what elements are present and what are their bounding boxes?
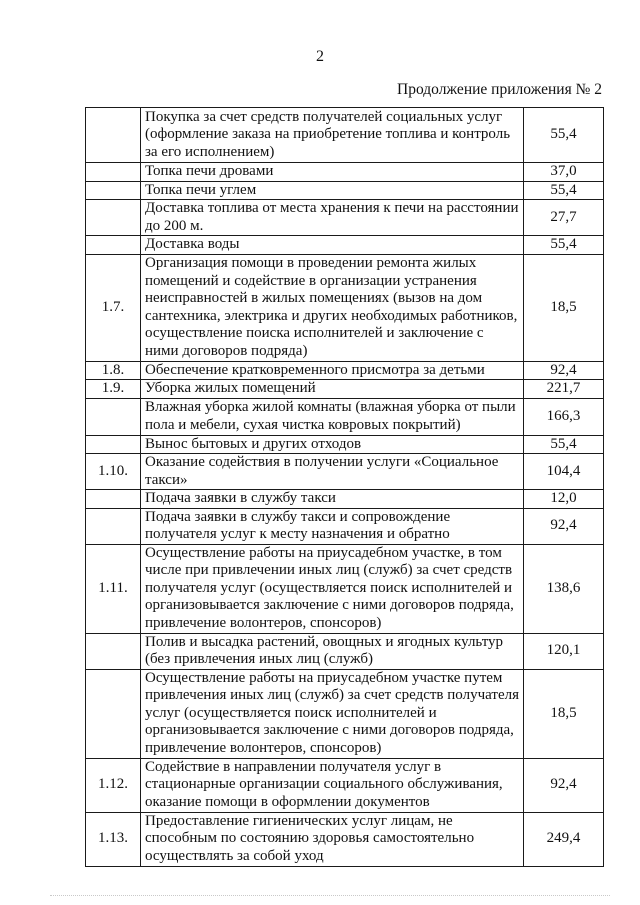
row-number (86, 633, 141, 669)
row-number: 1.11. (86, 544, 141, 633)
service-value: 166,3 (524, 398, 604, 435)
service-value: 92,4 (524, 758, 604, 812)
services-table (85, 107, 604, 867)
table-row (86, 163, 604, 182)
row-number (86, 236, 141, 255)
service-name: Обеспечение кратковременного присмотра за детьми (141, 361, 524, 380)
row-number (86, 435, 141, 454)
service-name: Предоставление гигиенических услуг лицам, не способным по состоянию здоровья самостоятельно осуществлять за собой уход (141, 812, 524, 866)
table-row (86, 435, 604, 454)
service-name: Топка печи углем (141, 181, 524, 200)
service-value: 55,4 (524, 236, 604, 255)
service-name: Содействие в направлении получателя услуг в стационарные организации социального обслуживания, оказание помощи в оформлении документов (141, 758, 524, 812)
row-number (86, 669, 141, 758)
service-name: Уборка жилых помещений (141, 380, 524, 399)
service-value: 18,5 (524, 669, 604, 758)
page-number: 2 (316, 48, 324, 65)
row-number: 1.8. (86, 361, 141, 380)
service-name: Оказание содействия в получении услуги «Социальное такси» (141, 454, 524, 490)
service-value: 18,5 (524, 254, 604, 361)
service-name: Доставка топлива от места хранения к печи на расстоянии до 200 м. (141, 200, 524, 236)
row-number: 1.7. (86, 254, 141, 361)
table-row (86, 200, 604, 236)
table-row (86, 398, 604, 435)
service-value: 55,4 (524, 181, 604, 200)
table-row (86, 361, 604, 380)
service-name: Влажная уборка жилой комнаты (влажная уборка от пыли пола и мебели, сухая чистка ковровых покрытий) (141, 398, 524, 435)
service-name: Осуществление работы на приусадебном участке, в том числе при привлечении иных лиц (служб) за счет средств получателя услуг (осуществляется поиск исполнителей и организовывается заключение с ними договоров подряда, привлечение волонтеров, спонсоров) (141, 544, 524, 633)
table-row (86, 254, 604, 361)
table-row (86, 633, 604, 669)
table-row (86, 669, 604, 758)
table-row (86, 544, 604, 633)
row-number (86, 200, 141, 236)
service-name: Осуществление работы на приусадебном участке путем привлечения иных лиц (служб) за счет средств получателя услуг (осуществляется поиск исполнителей и организовывается заключение с ними договоров подряда, привлечение волонтеров, спонсоров) (141, 669, 524, 758)
row-number (86, 108, 141, 163)
row-number (86, 508, 141, 544)
table-row (86, 380, 604, 399)
table-row (86, 108, 604, 163)
service-value: 37,0 (524, 163, 604, 182)
table-row (86, 181, 604, 200)
service-value: 249,4 (524, 812, 604, 866)
service-value: 55,4 (524, 108, 604, 163)
service-value: 55,4 (524, 435, 604, 454)
service-value: 104,4 (524, 454, 604, 490)
row-number: 1.10. (86, 454, 141, 490)
service-value: 27,7 (524, 200, 604, 236)
scan-edge-artifact (50, 895, 610, 898)
service-value: 12,0 (524, 490, 604, 509)
service-value: 138,6 (524, 544, 604, 633)
service-name: Топка печи дровами (141, 163, 524, 182)
row-number (86, 398, 141, 435)
row-number (86, 181, 141, 200)
table-row (86, 758, 604, 812)
service-name: Подача заявки в службу такси (141, 490, 524, 509)
service-name: Вынос бытовых и других отходов (141, 435, 524, 454)
service-name: Подача заявки в службу такси и сопровождение получателя услуг к месту назначения и обратно (141, 508, 524, 544)
service-value: 92,4 (524, 508, 604, 544)
row-number: 1.13. (86, 812, 141, 866)
service-value: 120,1 (524, 633, 604, 669)
continuation-label: Продолжение приложения № 2 (397, 81, 602, 98)
service-value: 221,7 (524, 380, 604, 399)
table-row (86, 454, 604, 490)
table-row (86, 236, 604, 255)
service-name: Полив и высадка растений, овощных и ягодных культур (без привлечения иных лиц (служб) (141, 633, 524, 669)
table-row (86, 490, 604, 509)
service-name: Покупка за счет средств получателей социальных услуг (оформление заказа на приобретение топлива и контроль за его исполнением) (141, 108, 524, 163)
service-name: Доставка воды (141, 236, 524, 255)
row-number: 1.12. (86, 758, 141, 812)
row-number: 1.9. (86, 380, 141, 399)
service-name: Организация помощи в проведении ремонта жилых помещений и содействие в организации устранения неисправностей в жилых помещениях (вызов на дом сантехника, электрика и других необходимых работников, осуществление поиска исполнителей и заключение с ними договоров подряда) (141, 254, 524, 361)
table-row (86, 812, 604, 866)
service-value: 92,4 (524, 361, 604, 380)
row-number (86, 490, 141, 509)
table-row (86, 508, 604, 544)
row-number (86, 163, 141, 182)
